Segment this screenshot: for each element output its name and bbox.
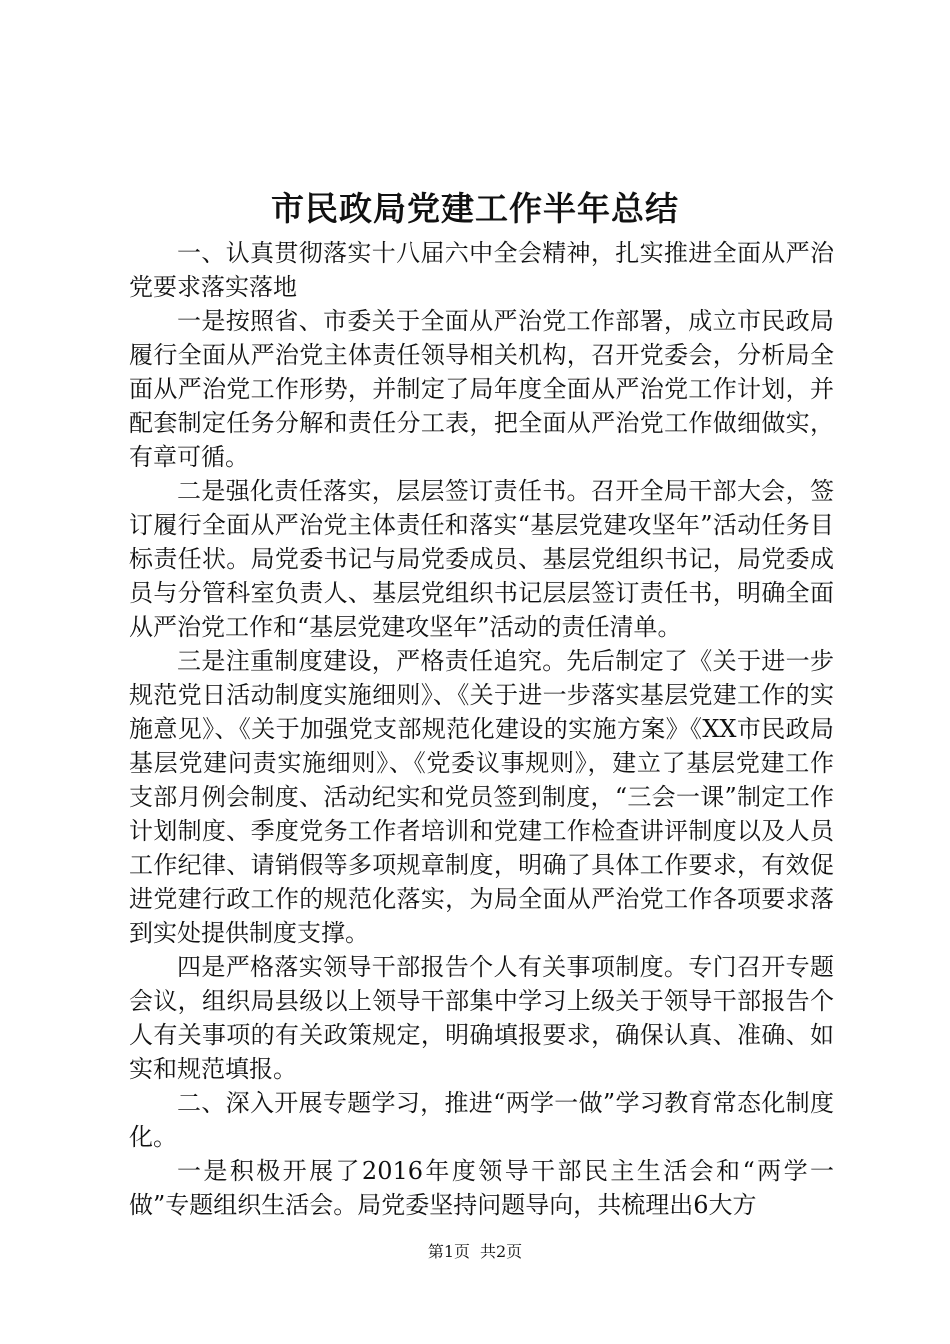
- document-title: 市民政局党建工作半年总结: [271, 189, 679, 228]
- paragraph: 一是积极开展了2016年度领导干部民主生活会和“两学一做”专题组织生活会。局党委坚持问题导向，共梳理出6大方: [129, 1157, 834, 1219]
- page-footer: [0, 1240, 950, 1264]
- page-number-current: 第1页: [427, 1242, 470, 1261]
- paragraph: 二是强化责任落实，层层签订责任书。召开全局干部大会，签订履行全面从严治党主体责任和落实“基层党建攻坚年”活动任务目标责任状。局党委书记与局党委成员、基层党组织书记，局党委成员与分管科室负责人、基层党组织书记层层签订责任书，明确全面从严治党工作和“基层党建攻坚年”活动的责任清单。: [129, 477, 834, 641]
- document-body: [129, 236, 834, 1222]
- paragraph: 三是注重制度建设，严格责任追究。先后制定了《关于进一步规范党日活动制度实施细则》、《关于进一步落实基层党建工作的实施意见》、《关于加强党支部规范化建设的实施方案》《XX市民政局基层党建问责实施细则》、《党委议事规则》，建立了基层党建工作支部月例会制度、活动纪实和党员签到制度，“三会一课”制定工作计划制度、季度党务工作者培训和党建工作检查讲评制度以及人员工作纪律、请销假等多项规章制度，明确了具体工作要求，有效促进党建行政工作的规范化落实，为局全面从严治党工作各项要求落到实处提供制度支撑。: [129, 647, 834, 947]
- page-number-total: 共2页: [480, 1242, 523, 1261]
- paragraph-section-1-heading: 一、认真贯彻落实十八届六中全会精神，扎实推进全面从严治党要求落实落地: [129, 239, 834, 301]
- paragraph: 一是按照省、市委关于全面从严治党工作部署，成立市民政局履行全面从严治党主体责任领导相关机构，召开党委会，分析局全面从严治党工作形势，并制定了局年度全面从严治党工作计划，并配套制定任务分解和责任分工表，把全面从严治党工作做细做实，有章可循。: [129, 307, 834, 471]
- paragraph: 四是严格落实领导干部报告个人有关事项制度。专门召开专题会议，组织局县级以上领导干部集中学习上级关于领导干部报告个人有关事项的有关政策规定，明确填报要求，确保认真、准确、如实和规范填报。: [129, 953, 834, 1083]
- paragraph-section-2-heading: 二、深入开展专题学习，推进“两学一做”学习教育常态化制度化。: [129, 1089, 834, 1151]
